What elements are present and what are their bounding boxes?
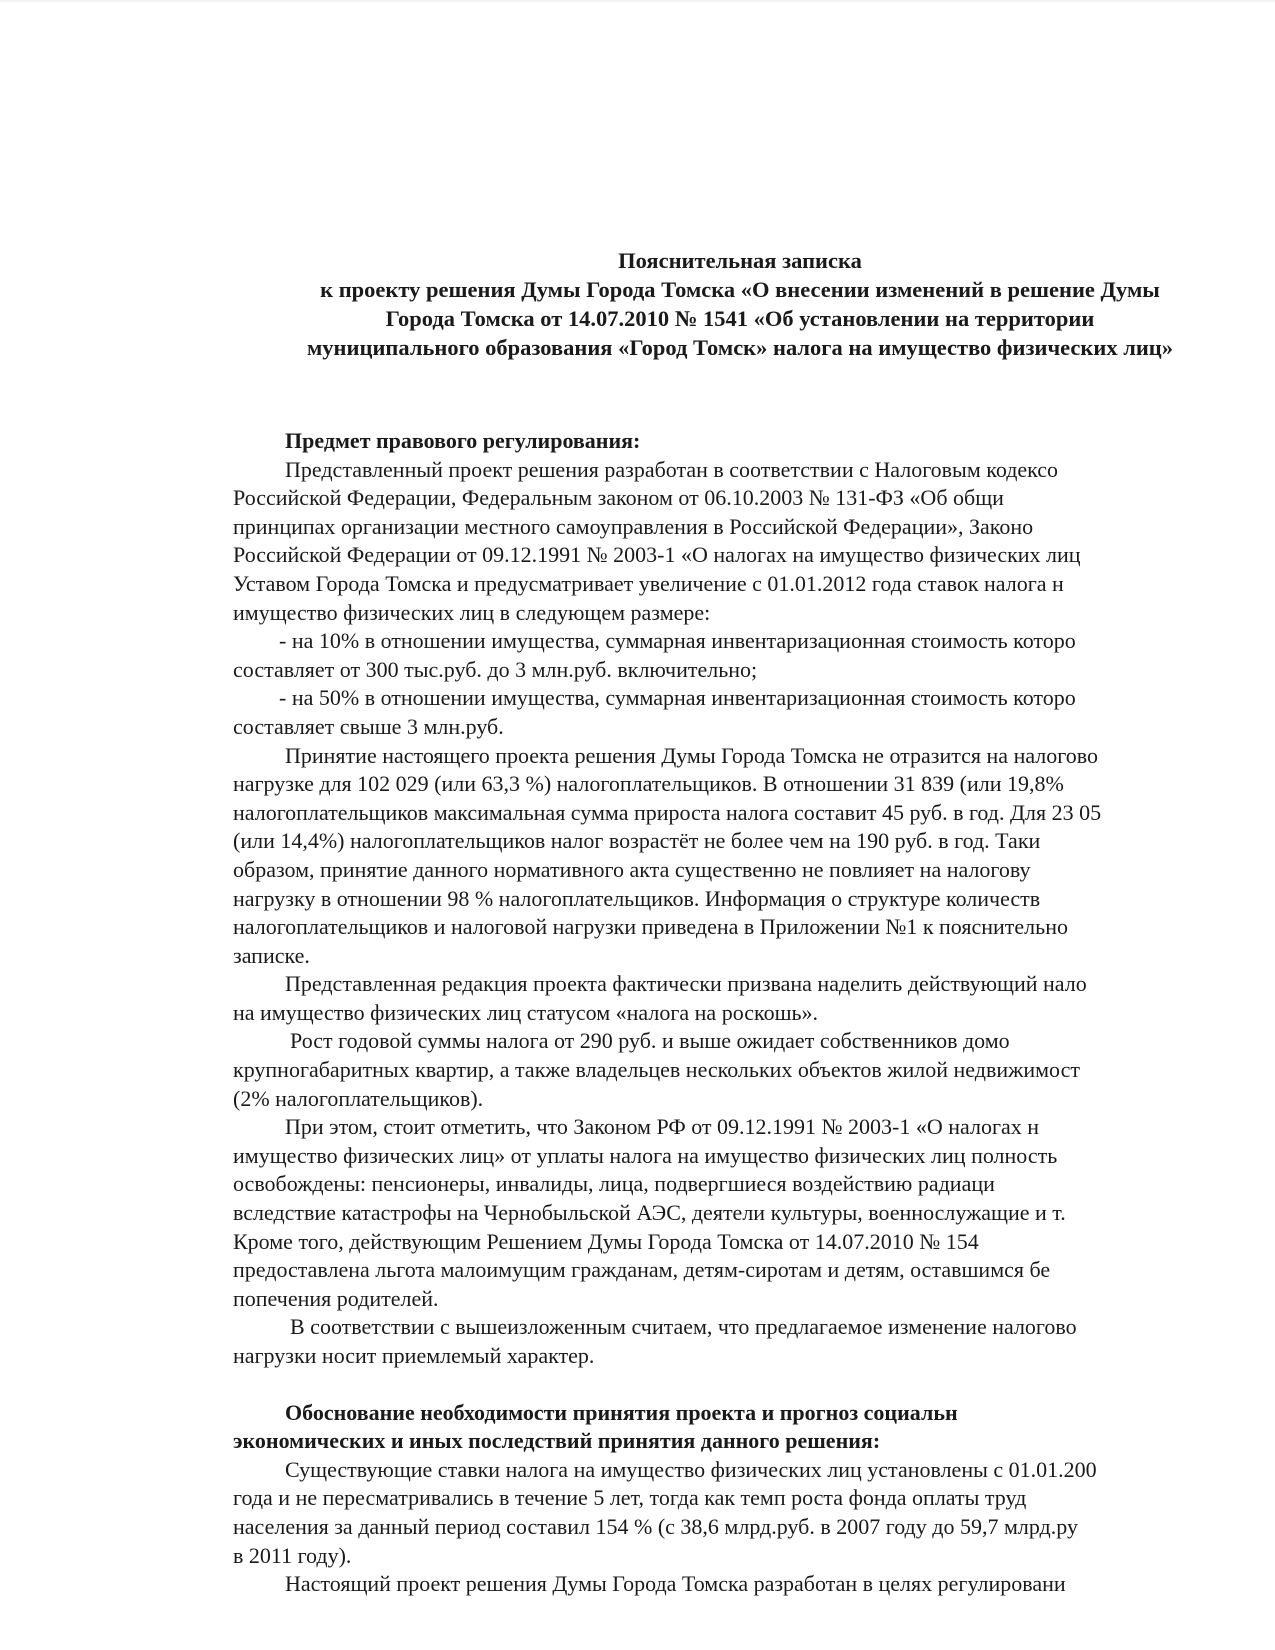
- document-title: [225, 246, 1255, 362]
- document-body: [233, 427, 1275, 1599]
- paragraph-line: Настоящий проект решения Думы Города Томска разработан в целях регулировани: [285, 1571, 1066, 1597]
- paragraph-line: Российской Федерации, Федеральным законом от 06.10.2003 № 131-ФЗ «Об общи: [233, 485, 1004, 511]
- title-line: Пояснительная записка: [618, 248, 862, 273]
- paragraph-line: налогоплательщиков и налоговой нагрузки приведена в Приложении №1 к пояснительно: [233, 914, 1068, 940]
- paragraph-line: крупногабаритных квартир, а также владельцев нескольких объектов жилой недвижимост: [233, 1057, 1080, 1083]
- paragraph-line: предоставлена льгота малоимущим гражданам, детям-сиротам и детям, оставшимся бе: [233, 1257, 1051, 1283]
- page-edge: [0, 0, 1275, 2]
- paragraph-line: записке.: [233, 942, 310, 968]
- paragraph-line: Рост годовой суммы налога от 290 руб. и выше ожидает собственников домо: [290, 1028, 1010, 1054]
- list-item-line: - на 10% в отношении имущества, суммарная инвентаризационная стоимость которо: [279, 628, 1076, 654]
- paragraph-line: нагрузки носит приемлемый характер.: [233, 1343, 595, 1368]
- paragraph-line: нагрузке для 102 029 (или 63,3 %) налогоплательщиков. В отношении 31 839 (или 19,8%: [233, 771, 1064, 797]
- paragraph-line: освобождены: пенсионеры, инвалиды, лица, подвергшиеся воздействию радиаци: [233, 1171, 995, 1197]
- paragraph-line: в 2011 году).: [233, 1542, 352, 1568]
- list-item-line: - на 50% в отношении имущества, суммарная инвентаризационная стоимость которо: [279, 685, 1076, 711]
- paragraph-line: имущество физических лиц в следующем размере:: [233, 599, 711, 625]
- paragraph-line: нагрузку в отношении 98 % налогоплательщиков. Информация о структуре количеств: [233, 885, 1041, 911]
- paragraph-line: В соответствии с вышеизложенным считаем, что предлагаемое изменение налогово: [290, 1314, 1077, 1340]
- paragraph-line: Уставом Города Томска и предусматривает увеличение с 01.01.2012 года ставок налога н: [233, 570, 1064, 596]
- title-line: к проекту решения Думы Города Томска «О внесении изменений в решение Думы: [320, 277, 1160, 302]
- paragraph-line: населения за данный период составил 154 % (с 38,6 млрд.руб. в 2007 году до 59,7 млрд.ру: [233, 1513, 1078, 1539]
- title-line: муниципального образования «Город Томск» налога на имущество физических лиц»: [306, 335, 1174, 360]
- paragraph-line: образом, принятие данного нормативного акта существенно не повлияет на налогову: [233, 856, 1031, 882]
- paragraph-line: Представленный проект решения разработан в соответствии с Налоговым кодексо: [285, 456, 1059, 482]
- section-heading: Обоснование необходимости принятия проекта и прогноз социальн: [285, 1399, 958, 1425]
- list-item-line: составляет от 300 тыс.руб. до 3 млн.руб. включительно;: [233, 656, 758, 682]
- paragraph-line: вследствие катастрофы на Чернобыльской АЭС, деятели культуры, военнослужащие и т.: [233, 1200, 1066, 1226]
- paragraph-line: попечения родителей.: [233, 1285, 439, 1311]
- paragraph-line: Принятие настоящего проекта решения Думы Города Томска не отразится на налогово: [285, 742, 1098, 768]
- section-heading: экономических и иных последствий принятия данного решения:: [233, 1428, 881, 1454]
- paragraph-line: на имущество физических лиц статусом «налога на роскошь».: [233, 999, 819, 1025]
- paragraph-line: (или 14,4%) налогоплательщиков налог возрастёт не более чем на 190 руб. в год. Таки: [233, 828, 1041, 854]
- paragraph-line: (2% налогоплательщиков).: [233, 1085, 484, 1111]
- paragraph-line: При этом, стоит отметить, что Законом РФ от 09.12.1991 № 2003-1 «О налогах н: [285, 1114, 1040, 1140]
- paragraph-line: Российской Федерации от 09.12.1991 № 2003-1 «О налогах на имущество физических лиц: [233, 542, 1081, 568]
- paragraph-line: Существующие ставки налога на имущество физических лиц установлены с 01.01.200: [285, 1456, 1097, 1482]
- paragraph-line: Кроме того, действующим Решением Думы Города Томска от 14.07.2010 № 154: [233, 1228, 979, 1254]
- section-heading: Предмет правового регулирования:: [285, 428, 641, 453]
- paragraph-line: принципах организации местного самоуправления в Российской Федерации», Законо: [233, 513, 1034, 539]
- paragraph-line: Представленная редакция проекта фактически призвана наделить действующий нало: [285, 971, 1087, 997]
- paragraph-line: года и не пересматривались в течение 5 лет, тогда как темп роста фонда оплаты труд: [233, 1485, 1027, 1511]
- section-spacer: [233, 1371, 1275, 1399]
- paragraph-line: имущество физических лиц» от уплаты налога на имущество физических лиц полность: [233, 1142, 1058, 1168]
- paragraph-line: налогоплательщиков максимальная сумма прироста налога составит 45 руб. в год. Для 23 05: [233, 799, 1102, 825]
- title-line: Города Томска от 14.07.2010 № 1541 «Об установлении на территории: [385, 306, 1095, 331]
- list-item-line: составляет свыше 3 млн.руб.: [233, 713, 504, 739]
